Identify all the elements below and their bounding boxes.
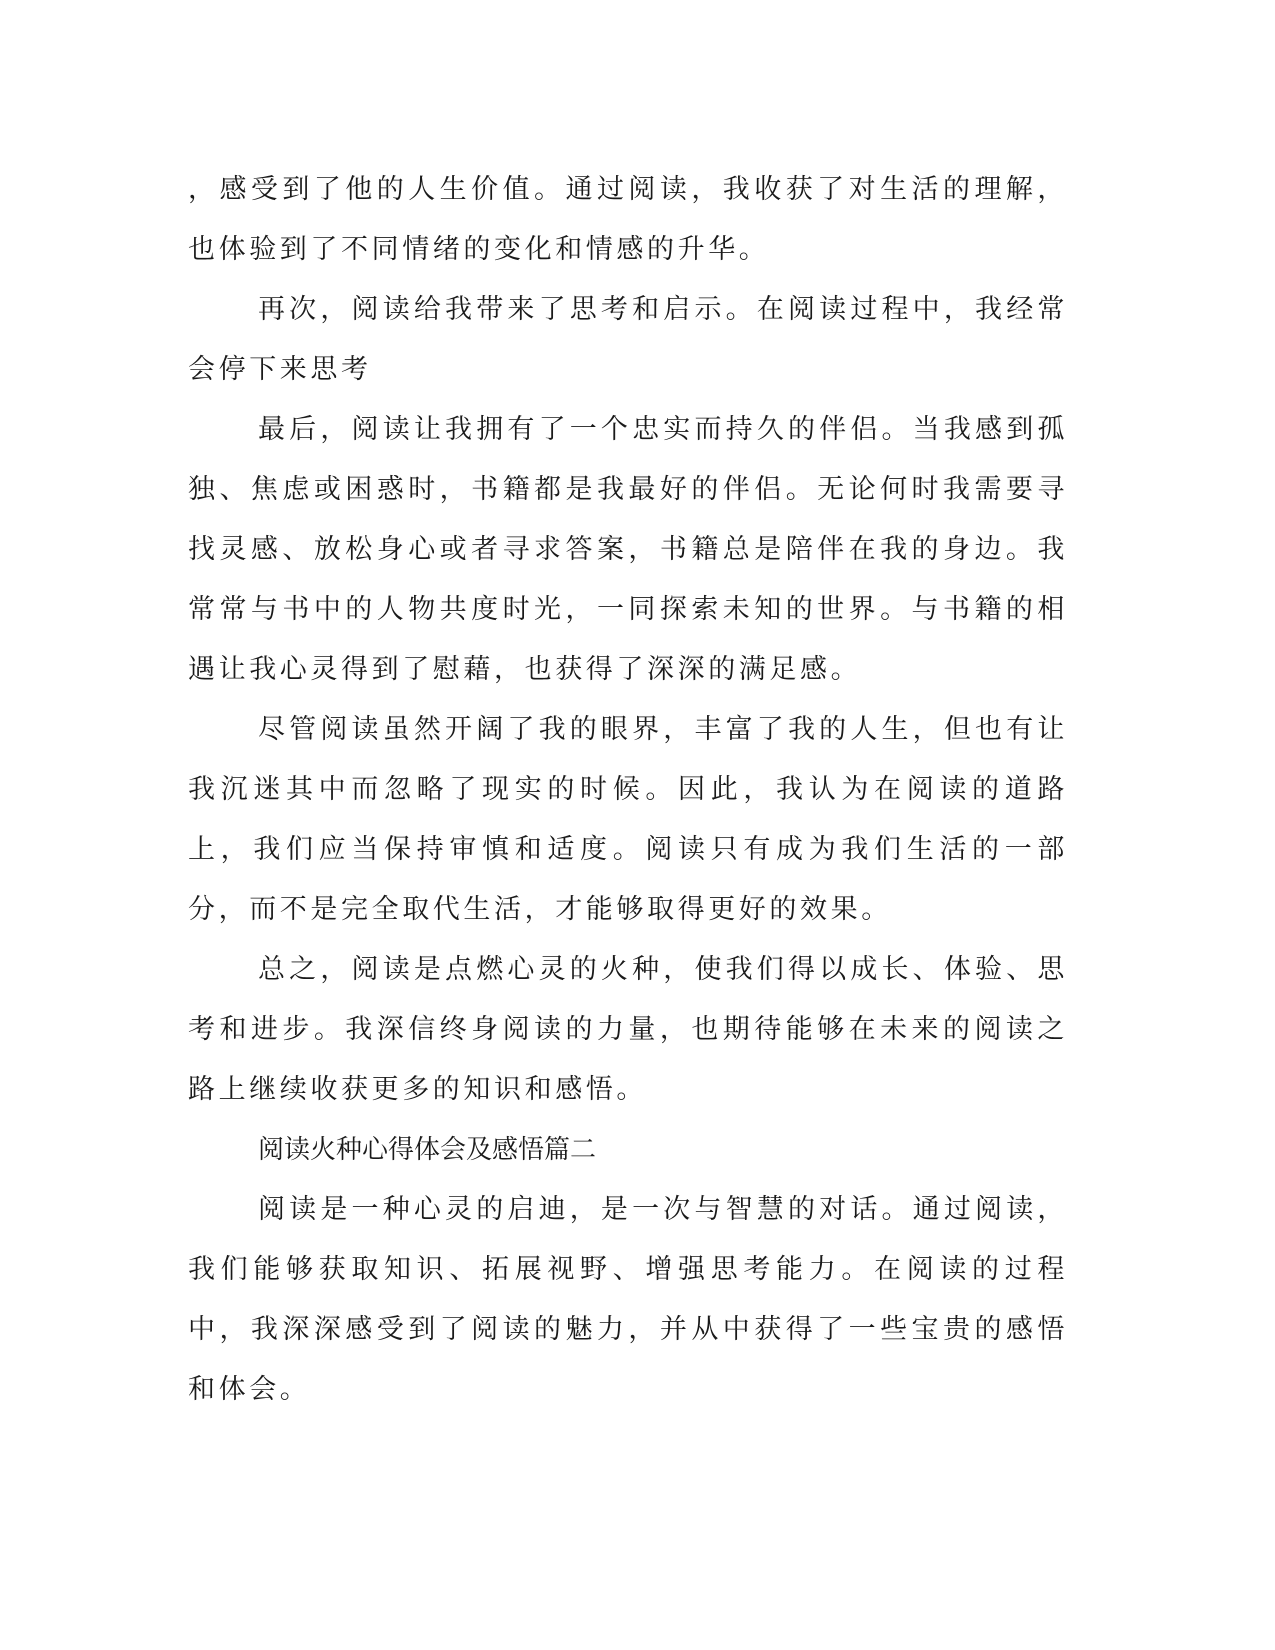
- paragraph-conclusion: 总之，阅读是点燃心灵的火种，使我们得以成长、体验、思考和进步。我深信终身阅读的力量，也期待能够在未来的阅读之路上继续收获更多的知识和感悟。: [188, 954, 1068, 1105]
- paragraph-moderation: 尽管阅读虽然开阔了我的眼界，丰富了我的人生，但也有让我沉迷其中而忽略了现实的时候。因此，我认为在阅读的道路上，我们应当保持审慎和适度。阅读只有成为我们生活的一部分，而不是完全取代生活，才能够取得更好的效果。: [188, 714, 1068, 925]
- paragraph-continuation: ，感受到了他的人生价值。通过阅读，我收获了对生活的理解，也体验到了不同情绪的变化和情感的升华。: [188, 174, 1068, 265]
- paragraph-companion: 最后，阅读让我拥有了一个忠实而持久的伴侣。当我感到孤独、焦虑或困惑时，书籍都是我最好的伴侣。无论何时我需要寻找灵感、放松身心或者寻求答案，书籍总是陪伴在我的身边。我常常与书中的人物共度时光，一同探索未知的世界。与书籍的相遇让我心灵得到了慰藉，也获得了深深的满足感。: [188, 414, 1068, 685]
- section-heading: 阅读火种心得体会及感悟篇二: [258, 1135, 597, 1165]
- document-body: [188, 160, 1068, 1420]
- paragraph-intro-part-two: 阅读是一种心灵的启迪，是一次与智慧的对话。通过阅读，我们能够获取知识、拓展视野、增强思考能力。在阅读的过程中，我深深感受到了阅读的魅力，并从中获得了一些宝贵的感悟和体会。: [188, 1194, 1068, 1405]
- paragraph-thinking: 再次，阅读给我带来了思考和启示。在阅读过程中，我经常会停下来思考: [188, 294, 1068, 385]
